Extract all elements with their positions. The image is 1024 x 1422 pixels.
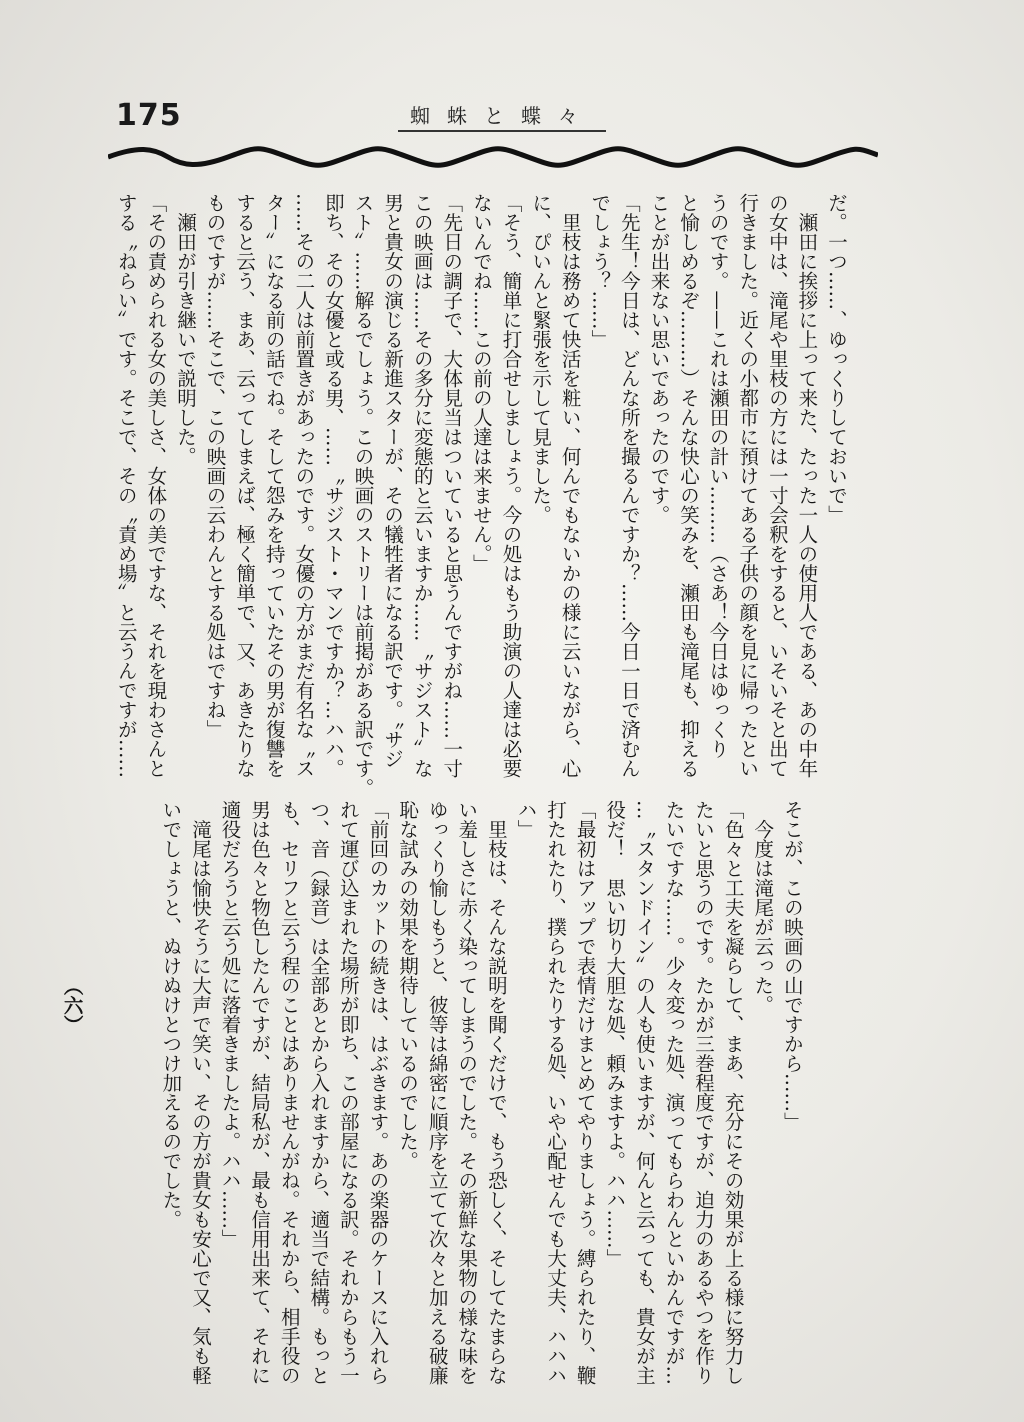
text-line: すると云う、まあ、云ってしまえば、極く簡単で、又、あきたりな bbox=[233, 193, 257, 778]
text-line: 里枝は、そんな説明を聞くだけで、もう恐しく、そしてたまらな bbox=[484, 800, 508, 1385]
section-heading: （六） bbox=[60, 975, 84, 1035]
text-line: スト〟……解るでしょう。この映画のストリーは前掲がある訳です。 bbox=[351, 193, 375, 798]
text-line: ター〟になる前の話でね。そして怨みを持っていたその男が復讐を bbox=[262, 193, 286, 778]
text-line: の女中は、滝尾や里枝の方には一寸会釈をすると、いそいそと出て bbox=[765, 193, 789, 778]
text-line: そこが、この映画の山ですから……」 bbox=[780, 800, 804, 1132]
text-line: 「先日の調子で、大体見当はついていると思うんですがね……一寸 bbox=[440, 193, 464, 778]
text-line: 瀬田が引き継いで説明した。 bbox=[173, 193, 197, 466]
lower-text-block bbox=[0, 800, 866, 1385]
text-line: 即ち、その女優と或る男、……〝サジスト・マンですか？…ハハ。 bbox=[321, 193, 345, 778]
text-line: …〝スタンドイン〟の人も使いますが、何んと云っても、貴女が主 bbox=[632, 800, 656, 1385]
text-line: れて運び込まれた場所が即ち、この部屋になる訳。それからもう一 bbox=[336, 800, 360, 1385]
text-line: ものですが……そこで、この映画の云わんとする処はですね」 bbox=[203, 193, 227, 739]
text-line: たいですな……。少々変った処、演ってもらわんといかんですが… bbox=[662, 800, 686, 1385]
text-line: 「色々と工夫を凝らして、まあ、充分にその効果が上る様に努力し bbox=[721, 800, 745, 1385]
text-line: も、セリフと云う程のことはありませんがね。それから、相手役の bbox=[277, 800, 301, 1385]
text-line: ゆっくり愉しもうと、彼等は綿密に順序を立てて次々と加える破廉 bbox=[425, 800, 449, 1385]
text-line: でしょう？……」 bbox=[588, 193, 612, 349]
text-line: いでしょうと、ぬけぬけとつけ加えるのでした。 bbox=[159, 800, 183, 1229]
text-line: うのです。——これは瀬田の計い………（さあ！今日はゆっくり bbox=[706, 193, 730, 759]
text-line: この映画は……その多分に変態的と云いますか……〝サジスト〟な bbox=[410, 193, 434, 778]
text-line: 恥な試みの効果を期待しているのでした。 bbox=[396, 800, 420, 1171]
page-number: 175 bbox=[116, 98, 182, 133]
text-line: 滝尾は愉快そうに大声で笑い、その方が貴女も安心で又、気も軽 bbox=[188, 800, 212, 1385]
upper-text-block bbox=[111, 193, 851, 798]
text-line: 適役だろうと云う処に落着きましたよ。ハハ……」 bbox=[218, 800, 242, 1249]
text-line: 「最初はアップで表情だけまとめてやりましょう。縛られたり、鞭 bbox=[573, 800, 597, 1385]
text-line: と愉しめるぞ………）そんな快心の笑みを、瀬田も滝尾も、抑える bbox=[677, 193, 701, 778]
text-line: 役だ！ 思い切り大胆な処、頼みますよ。ハハ……」 bbox=[603, 800, 627, 1268]
text-line: 「前回のカットの続きは、はぶきます。あの楽器のケースに入れら bbox=[366, 800, 390, 1385]
text-line: 打たれたり、撲られたりする処、いや心配せんでも大丈夫、ハハハ bbox=[544, 800, 568, 1385]
text-line: に、ぴいんと緊張を示して見ました。 bbox=[529, 193, 553, 525]
text-line: い羞しさに赤く染ってしまうのでした。その新鮮な果物の様な味を bbox=[455, 800, 479, 1385]
text-line: 行きました。近くの小都市に預けてある子供の顔を見に帰ったとい bbox=[736, 193, 760, 778]
text-line: ……その二人は前置きがあったのです。女優の方がまだ有名な〝ス bbox=[292, 193, 316, 778]
text-line: ハ」 bbox=[514, 800, 538, 839]
text-line: する〝ねらい〟です。そこで、その〝責め場〟と云うんですが…… bbox=[114, 193, 138, 778]
text-line: ないんでね……この前の人達は来ません。」 bbox=[469, 193, 493, 574]
text-line: 「先生！今日は、どんな所を撮るんですか？……今日一日で済むん bbox=[617, 193, 641, 778]
text-line: 「その責められる女の美しさ、女体の美ですな、それを現わさんと bbox=[144, 193, 168, 778]
running-title: 蜘蛛と蝶々 bbox=[410, 104, 595, 128]
text-line: 男は色々と物色したんですが、結局私が、最も信用出来て、それに bbox=[248, 800, 272, 1385]
text-line: 「そう、簡単に打合せしましょう。今の処はもう助演の人達は必要 bbox=[499, 193, 523, 778]
text-line: ことが出来ない思いであったのです。 bbox=[647, 193, 671, 525]
text-line: 今度は滝尾が云った。 bbox=[751, 800, 775, 1015]
wavy-divider bbox=[108, 144, 878, 170]
text-line: たいと思うのです。たかが三巻程度ですが、迫力のあるやつを作り bbox=[692, 800, 716, 1385]
text-line: 里枝は務めて快活を粧い、何んでもないかの様に云いながら、心 bbox=[558, 193, 582, 778]
text-line: だ。一つ……、ゆっくりしておいで」 bbox=[825, 193, 848, 525]
header-rule bbox=[398, 130, 606, 132]
text-line: つ、音（録音）は全部あとから入れますから、適当で結構。もっと bbox=[307, 800, 331, 1385]
text-line: 男と貴女の演じる新進スターが、その犠牲者になる訳です。〝サジ bbox=[381, 193, 405, 769]
text-line: 瀬田に挨拶に上って来た、たった一人の使用人である、あの中年 bbox=[795, 193, 819, 778]
